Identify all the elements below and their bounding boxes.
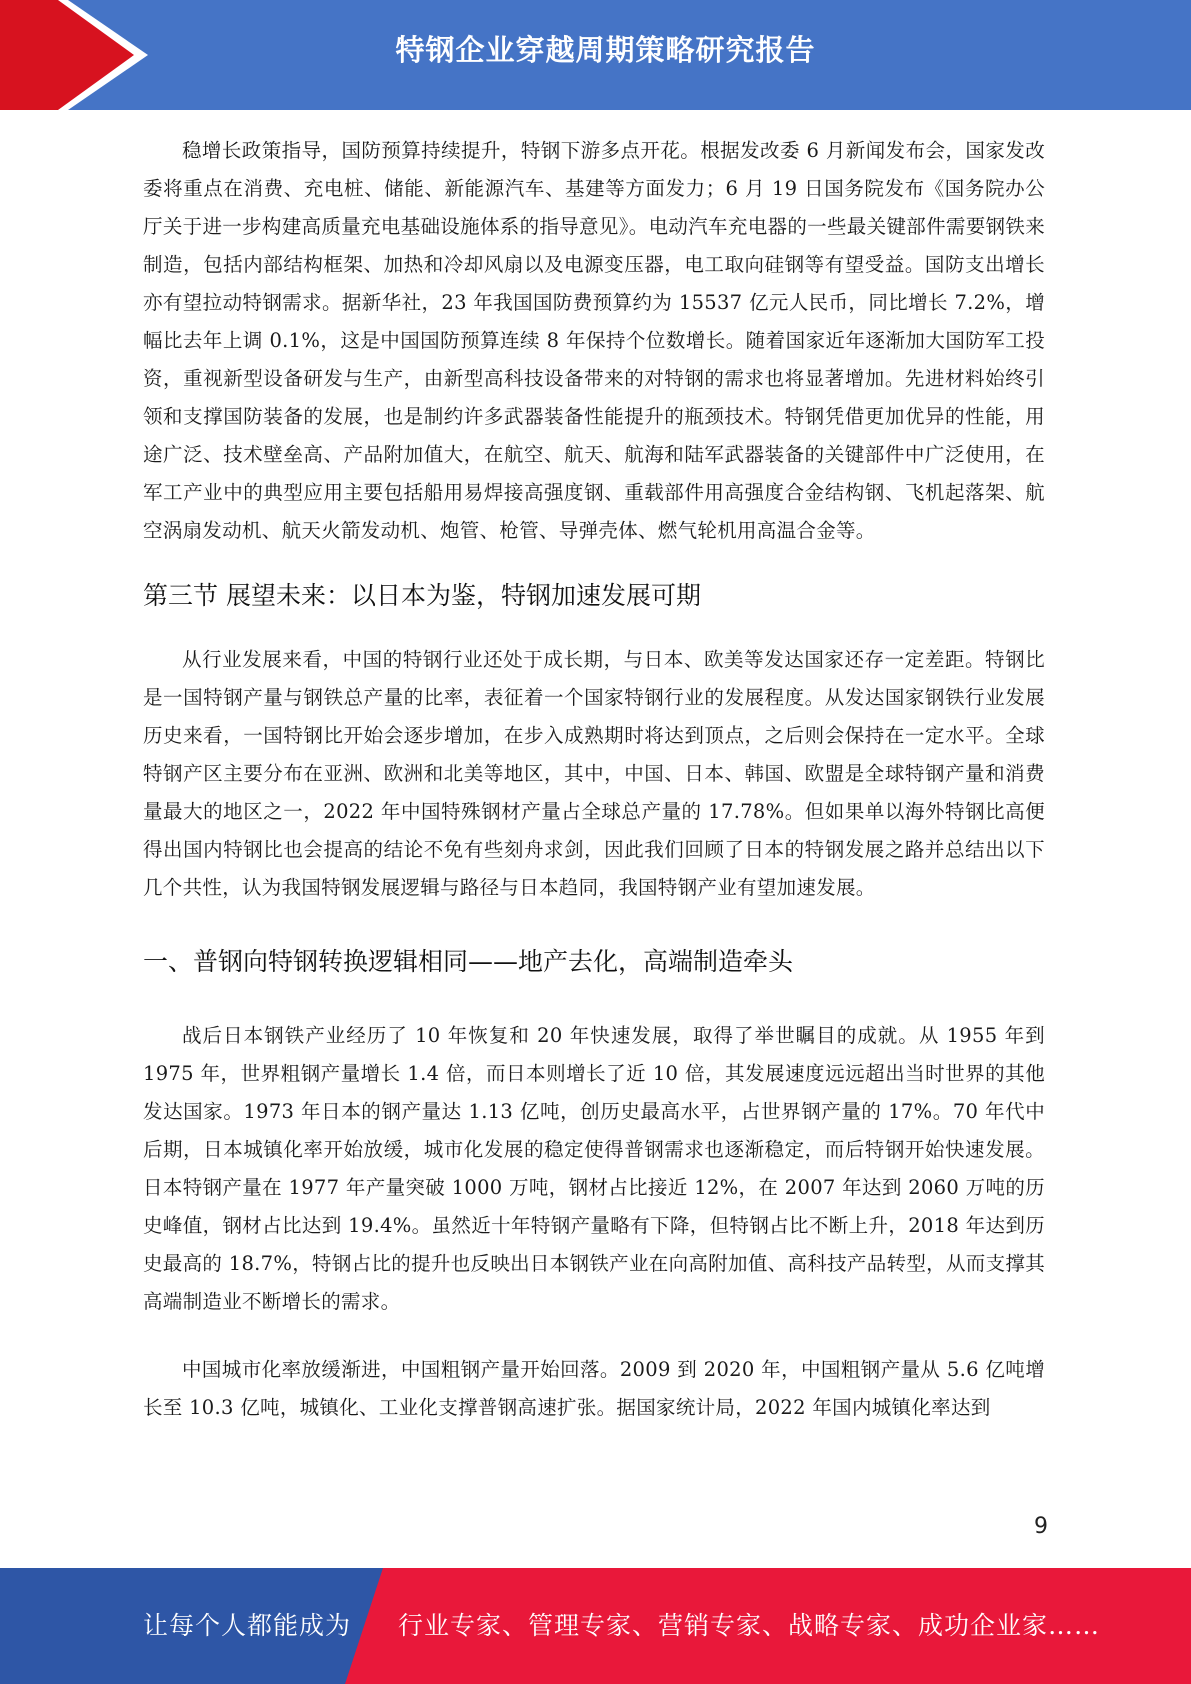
page-footer (0, 1568, 1191, 1684)
footer-slogan-left: 让每个人都能成为 (143, 1611, 352, 1640)
paragraph-china-urbanization: 中国城市化率放缓渐进，中国粗钢产量开始回落。2009 到 2020 年，中国粗钢产量从 5.6 亿吨增长至 10.3 亿吨，城镇化、工业化支撑普钢高速扩张。据国家统计局，2022 年国内城镇化率达到 (143, 1358, 1045, 1419)
footer-slogan-right: 行业专家、管理专家、营销专家、战略专家、成功企业家…… (398, 1611, 1101, 1640)
page-number: 9 (1034, 1514, 1048, 1539)
paragraph-industry-outlook: 从行业发展来看，中国的特钢行业还处于成长期，与日本、欧美等发达国家还存一定差距。特钢比是一国特钢产量与钢铁总产量的比率，表征着一个国家特钢行业的发展程度。从发达国家钢铁行业发展历史来看，一国特钢比开始会逐步增加，在步入成熟期时将达到顶点，之后则会保持在一定水平。全球特钢产区主要分布在亚洲、欧洲和北美等地区，其中，中国、日本、韩国、欧盟是全球特钢产量和消费量最大的地区之一，2022 年中国特殊钢材产量占全球总产量的 17.78%。但如果单以海外特钢比高便得出国内特钢比也会提高的结论不免有些刻舟求剑，因此我们回顾了日本的特钢发展之路并总结出以下几个共性，认为我国特钢发展逻辑与路径与日本趋同，我国特钢产业有望加速发展。 (143, 648, 1045, 899)
subsection-heading: 一、普钢向特钢转换逻辑相同——地产去化，高端制造牵头 (143, 947, 794, 976)
page-header (0, 0, 1191, 110)
report-title: 特钢企业穿越周期策略研究报告 (395, 33, 816, 67)
paragraph-japan-history: 战后日本钢铁产业经历了 10 年恢复和 20 年快速发展，取得了举世瞩目的成就。从 1955 年到 1975 年，世界粗钢产量增长 1.4 倍，而日本则增长了近 10 倍，其发展速度远远超出当时世界的其他发达国家。1973 年日本的钢产量达 1.13 亿吨，创历史最高水平，占世界钢产量的 17%。70 年代中后期，日本城镇化率开始放缓，城市化发展的稳定使得普钢需求也逐渐稳定，而后特钢开始快速发展。日本特钢产量在 1977 年产量突破 1000 万吨，钢材占比接近 12%，在 2007 年达到 2060 万吨的历史峰值，钢材占比达到 19.4%。虽然近十年特钢产量略有下降，但特钢占比不断上升，2018 年达到历史最高的 18.7%，特钢占比的提升也反映出日本钢铁产业在向高附加值、高科技产品转型，从而支撑其高端制造业不断增长的需求。 (143, 1024, 1045, 1313)
section-heading: 第三节 展望未来：以日本为鉴，特钢加速发展可期 (143, 581, 701, 610)
main-content (143, 132, 1045, 1427)
paragraph-policy: 稳增长政策指导，国防预算持续提升，特钢下游多点开花。根据发改委 6 月新闻发布会，国家发改委将重点在消费、充电桩、储能、新能源汽车、基建等方面发力；6 月 19 日国务院发布《国务院办公厅关于进一步构建高质量充电基础设施体系的指导意见》。电动汽车充电器的一些最关键部件需要钢铁来制造，包括内部结构框架、加热和冷却风扇以及电源变压器，电工取向硅钢等有望受益。国防支出增长亦有望拉动特钢需求。据新华社，23 年我国国防费预算约为 15537 亿元人民币，同比增长 7.2%，增幅比去年上调 0.1%，这是中国国防预算连续 8 年保持个位数增长。随着国家近年逐渐加大国防军工投资，重视新型设备研发与生产，由新型高科技设备带来的对特钢的需求也将显著增加。先进材料始终引领和支撑国防装备的发展，也是制约许多武器装备性能提升的瓶颈技术。特钢凭借更加优异的性能，用途广泛、技术壁垒高、产品附加值大，在航空、航天、航海和陆军武器装备的关键部件中广泛使用，在军工产业中的典型应用主要包括船用易焊接高强度钢、重载部件用高强度合金结构钢、飞机起落架、航空涡扇发动机、航天火箭发动机、炮管、枪管、导弹壳体、燃气轮机用高温合金等。 (143, 139, 1045, 542)
